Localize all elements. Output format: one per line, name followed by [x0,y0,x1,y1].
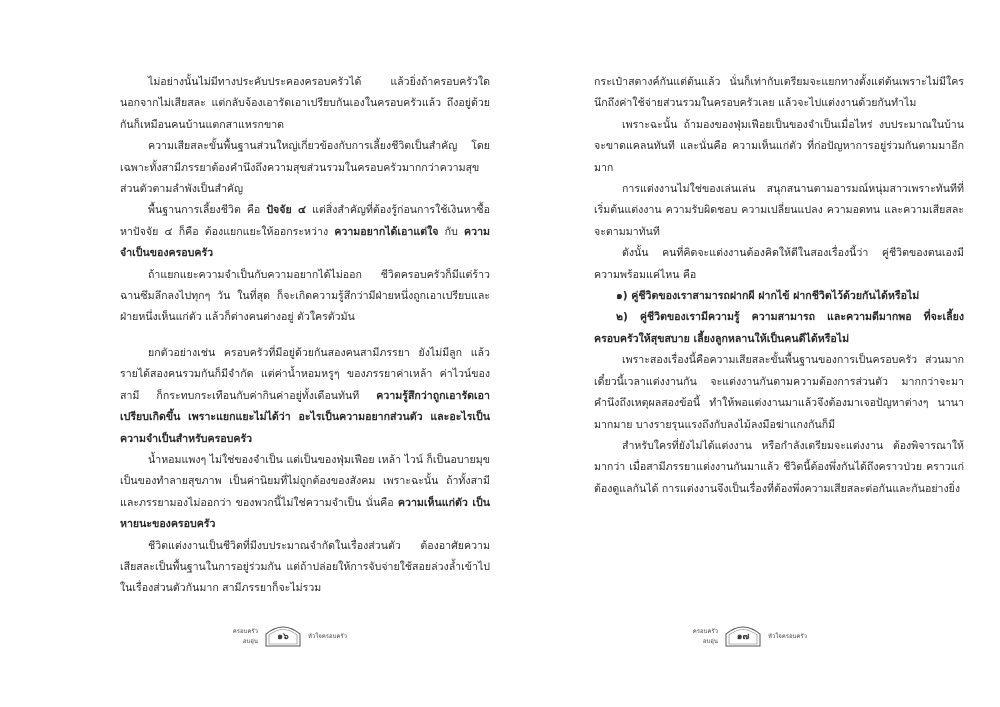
text-run: พื้นฐานการเลี้ยงชีวิต คือ [148,204,267,217]
bold-text: ความจำเป็นของครอบครัว [120,225,490,260]
footer-chapter-title: หัวใจครอบครัว [308,633,348,640]
text-run: ถ้าแยกแยะความจำเป็นกับความอยากได้ไม่ออก ชีวิตครอบครัวก็มีแต่ร้าวฉานซึมลึกลงไปทุกๆ วัน ในที่สุด ก็จะเกิดความรู้สึกว่ามีฝ่ายหนึ่งถูกเอาเปรียบและฝ่ายหนึ่งเห็นแก่ตัว แล้วก็ต่างคนต่างอยู่ ตัวใครตัวมัน [120,268,490,324]
bold-text: ความเห็นแก่ตัว เป็นหายนะของครอบครัว [120,496,490,531]
body-paragraph [120,265,490,329]
text-run: ๒) คู่ชีวิตของเรามีความรู้ ความสามารถ และความดีมากพอ ที่จะเลี้ยงครอบครัวให้สุขสบาย เลี้ยงลูกหลานให้เป็นคนดีได้หรือไม่ [594,311,964,345]
text-run: เพราะสองเรื่องนี้คือความเสียสละขั้นพื้นฐานของการเป็นครอบครัว ส่วนมากเดี๋ยวนี้เวลาแต่งงานกัน จะแต่งงานกันตามความต้องการส่วนตัว มากกว่าจะมาคำนึงถึงเหตุผลสองข้อนี้ ทำให้พอแต่งงานมาแล้วจึงต้องมาเจอปัญหาต่างๆ นานามากมาย บางรายรุนแรงถึงกับลงไม้ลงมือฆ่าแกงกันก็มี [594,354,964,431]
text-run: การแต่งงานไม่ใช่ของเล่นเล่น สนุกสนานตามอารมณ์หนุ่มสาวเพราะทันทีที่เริ่มต้นแต่งงาน ความรับผิดชอบ ความเปลี่ยนแปลง ความอดทน และความเสียสละ จะตามมาทันที [594,183,964,238]
text-run: กับ [438,225,465,238]
body-paragraph [594,243,964,286]
text-run: ดังนั้น คนที่คิดจะแต่งงานต้องคิดให้ดีในสองเรื่องนี้ว่า คู่ชีวิตของตนเองมีความพร้อมแค่ไหน คือ [594,247,964,281]
body-paragraph [120,450,490,536]
body-paragraph [120,536,490,600]
text-run: ความเสียสละขั้นพื้นฐานส่วนใหญ่เกี่ยวข้องกับการเลี้ยงชีวิตเป็นสำคัญ โดยเฉพาะทั้งสามีภรรยาต้องคำนึงถึงความสุขส่วนรวมในครอบครัวมากกว่าความสุขส่วนตัวตามลำพังเป็นสำคัญ [120,140,490,196]
page-number: ๑๗ [736,632,750,642]
left-page-body [120,72,490,600]
text-run: ไม่อย่างนั้นไม่มีทางประคับประคองครอบครัวได้ แล้วยิ่งถ้าครอบครัวใด นอกจากไม่เสียสละ แต่กลับจ้องเอารัดเอาเปรียบกันเองในครอบครัวแล้ว ถึงอยู่ด้วยกันก็เหมือนคนบ้านแตกสาแหรกขาด [120,76,490,131]
text-run: แต่สิ่งสำคัญที่ต้องรู้ก่อนการใช้เงินหาซื้อหาปัจจัย ๔ ก็คือ ต้องแยกแยะให้ออกระหว่าง [120,204,490,238]
text-run: ยกตัวอย่างเช่น ครอบครัวที่มีอยู่ด้วยกันสองคนสามีภรรยา ยังไม่มีลูก แล้วรายได้สองคนรวมกันก็มีจำกัด แต่ค่าน้ำหอมหรูๆ ของภรรยาค่าเหล้า ค่าไวน์ของสามี ก็กระทบกระเทือนกับค่ากินค่าอยู่ทั้งเดือนทันที [120,346,490,402]
body-paragraph [120,200,490,264]
body-paragraph [594,350,964,436]
left-page-footer [226,624,347,648]
body-paragraph [120,343,490,450]
bold-text: ปัจจัย ๔ [266,204,307,217]
bold-text: ความอยากได้เอาแต่ใจ [334,225,439,238]
footer-chapter-title: หัวใจครอบครัว [768,633,808,640]
body-paragraph [120,72,490,136]
page-number-badge [264,624,302,648]
bold-text: ความรู้สึกว่าถูกเอารัดเอาเปรียบเกิดขึ้น เพราะแยกแยะไม่ได้ว่า อะไรเป็นความอยากส่วนตัว และอะไรเป็นความจำเป็นสำหรับครอบครัว [120,389,490,445]
body-paragraph [594,115,964,179]
body-paragraph [120,136,490,200]
footer-book-title: ครอบครัวอบอุ่น [692,628,718,645]
body-paragraph [594,72,964,115]
page-number-badge [724,624,762,648]
right-page-body [594,72,964,500]
text-run: สำหรับใครที่ยังไม่ได้แต่งงาน หรือกำลังเตรียมจะแต่งงาน ต้องพิจารณาให้มากว่า เมื่อสามีภรรยาแต่งงานกันมาแล้ว ชีวิตนี้ต้องพึ่งกันได้ถึงคราวป่วย คราวแก่ ต้องดูแลกันได้ การแต่งงานจึงเป็นเรื่องที่ต้องพึ่งความเสียสละต่อกันและกันอย่างยิ่ง [594,439,964,495]
text-run: ชีวิตแต่งงานเป็นชีวิตที่มีงบประมาณจำกัดในเรื่องส่วนตัว ต้องอาศัยความเสียสละเป็นพื้นฐานในการอยู่ร่วมกัน แต่ถ้าปล่อยให้การจับจ่ายใช้สอยล่วงล้ำเข้าไปในเรื่องส่วนตัวกันมาก สามีภรรยาก็จะไม่รวม [120,539,490,595]
footer-book-title: ครอบครัวอบอุ่น [232,628,258,645]
page-number: ๑๖ [277,632,289,642]
text-run: น้ำหอมแพงๆ ไม่ใช่ของจำเป็น แต่เป็นของฟุ่มเฟือย เหล้า ไวน์ ก็เป็นอบายมุข เป็นของทำลายสุขภาพ เป็นค่านิยมที่ไม่ถูกต้องของสังคม เพราะฉะนั้น ถ้าทั้งสามีและภรรยามองไม่ออกว่า ของพวกนี้ไม่ใช่ความจำเป็น นั่นคือ [120,453,490,509]
text-run: เพราะฉะนั้น ถ้ามองของฟุ่มเฟือยเป็นของจำเป็นเมื่อไหร่ งบประมาณในบ้านจะขาดแคลนทันที และนั่นคือ ความเห็นแก่ตัว ที่ก่อปัญหาการอยู่ร่วมกันตามมาอีกมาก [594,118,964,174]
right-page-footer [686,624,807,648]
text-run: กระเป๋าสตางค์กันแต่ต้นแล้ว นั่นก็เท่ากับเตรียมจะแยกทางตั้งแต่ต้นเพราะไม่มีใครนึกถึงค่าใช้จ่ายส่วนรวมในครอบครัวเลย แล้วจะไปแต่งงานด้วยกันทำไม [594,76,964,110]
numbered-item [594,286,964,307]
numbered-item [594,307,964,350]
text-run: ๑) คู่ชีวิตของเราสามารถฝากผี ฝากไข้ ฝากชีวิตไว้ด้วยกันได้หรือไม่ [616,290,920,303]
body-paragraph [594,179,964,243]
body-paragraph [594,436,964,500]
